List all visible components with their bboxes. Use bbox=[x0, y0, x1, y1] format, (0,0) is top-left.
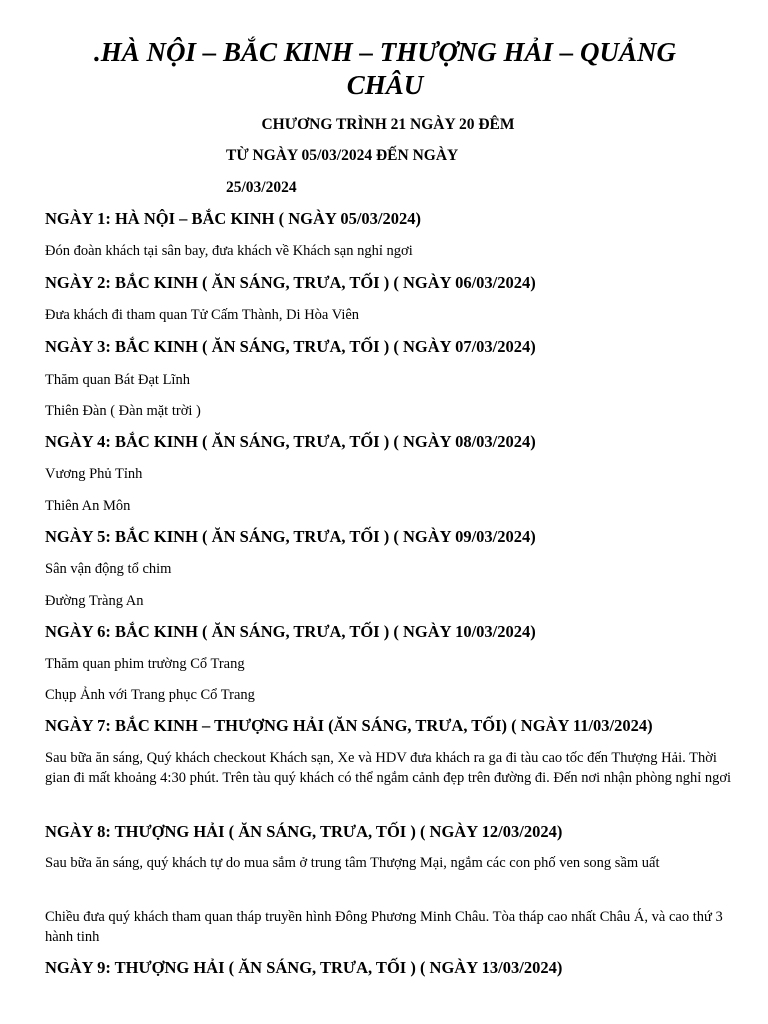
date-range-line-2: 25/03/2024 bbox=[226, 179, 297, 196]
day-2-item-1: Đưa khách đi tham quan Tử Cấm Thành, Di Hòa Viên bbox=[45, 307, 360, 323]
day-2-heading: NGÀY 2: BẮC KINH ( ĂN SÁNG, TRƯA, TỐI ) ( NGÀY 06/03/2024) bbox=[45, 273, 536, 292]
day-8-item-1: Sau bữa ăn sáng, quý khách tự do mua sắm ở trung tâm Thượng Mại, ngắm các con phố ven song sầm uất bbox=[45, 855, 660, 871]
day-5-item-2: Đường Tràng An bbox=[45, 593, 144, 609]
day-9-heading: NGÀY 9: THƯỢNG HẢI ( ĂN SÁNG, TRƯA, TỐI ) ( NGÀY 13/03/2024) bbox=[45, 958, 563, 977]
day-7-heading: NGÀY 7: BẮC KINH – THƯỢNG HẢI (ĂN SÁNG, TRƯA, TỐI) ( NGÀY 11/03/2024) bbox=[45, 716, 653, 735]
day-1-item-1: Đón đoàn khách tại sân bay, đưa khách về Khách sạn nghỉ ngơi bbox=[45, 243, 413, 259]
day-7-item-1: Sau bữa ăn sáng, Quý khách checkout Khách sạn, Xe và HDV đưa khách ra ga đi tàu cao tốc đến Thượng Hải. Thời gian đi mất khoảng 4:30 phút. Trên tàu quý khách có thể ngắm cảnh đẹp trên đường đi. Đến nơi nhận phòng nghỉ ngơi bbox=[45, 750, 732, 786]
day-8-heading: NGÀY 8: THƯỢNG HẢI ( ĂN SÁNG, TRƯA, TỐI ) ( NGÀY 12/03/2024) bbox=[45, 822, 563, 841]
day-3-item-2: Thiên Đàn ( Đàn mặt trời ) bbox=[45, 403, 201, 419]
day-6-heading: NGÀY 6: BẮC KINH ( ĂN SÁNG, TRƯA, TỐI ) ( NGÀY 10/03/2024) bbox=[45, 622, 536, 641]
day-8-item-2: Chiều đưa quý khách tham quan tháp truyền hình Đông Phương Minh Châu. Tòa tháp cao nhất Châu Á, và cao thứ 3 hành tinh bbox=[45, 909, 723, 945]
day-1-heading: NGÀY 1: HÀ NỘI – BẮC KINH ( NGÀY 05/03/2024) bbox=[45, 209, 421, 228]
program-subtitle: CHƯƠNG TRÌNH 21 NGÀY 20 ĐÊM bbox=[261, 116, 515, 133]
day-3-heading: NGÀY 3: BẮC KINH ( ĂN SÁNG, TRƯA, TỐI ) ( NGÀY 07/03/2024) bbox=[45, 337, 536, 356]
day-3-item-1: Thăm quan Bát Đạt Lĩnh bbox=[45, 372, 190, 388]
day-5-item-1: Sân vận động tổ chim bbox=[45, 561, 172, 577]
day-4-item-1: Vương Phủ Tỉnh bbox=[45, 466, 143, 482]
day-6-item-2: Chụp Ảnh với Trang phục Cổ Trang bbox=[45, 687, 255, 703]
day-4-item-2: Thiên An Môn bbox=[45, 498, 131, 514]
document-title: .HÀ NỘI – BẮC KINH – THƯỢNG HẢI – QUẢNG CHÂU bbox=[94, 37, 676, 100]
day-4-heading: NGÀY 4: BẮC KINH ( ĂN SÁNG, TRƯA, TỐI ) ( NGÀY 08/03/2024) bbox=[45, 432, 536, 451]
day-6-item-1: Thăm quan phim trường Cổ Trang bbox=[45, 656, 245, 672]
day-5-heading: NGÀY 5: BẮC KINH ( ĂN SÁNG, TRƯA, TỐI ) ( NGÀY 09/03/2024) bbox=[45, 527, 536, 546]
date-range-line-1: TỪ NGÀY 05/03/2024 ĐẾN NGÀY bbox=[226, 147, 459, 164]
